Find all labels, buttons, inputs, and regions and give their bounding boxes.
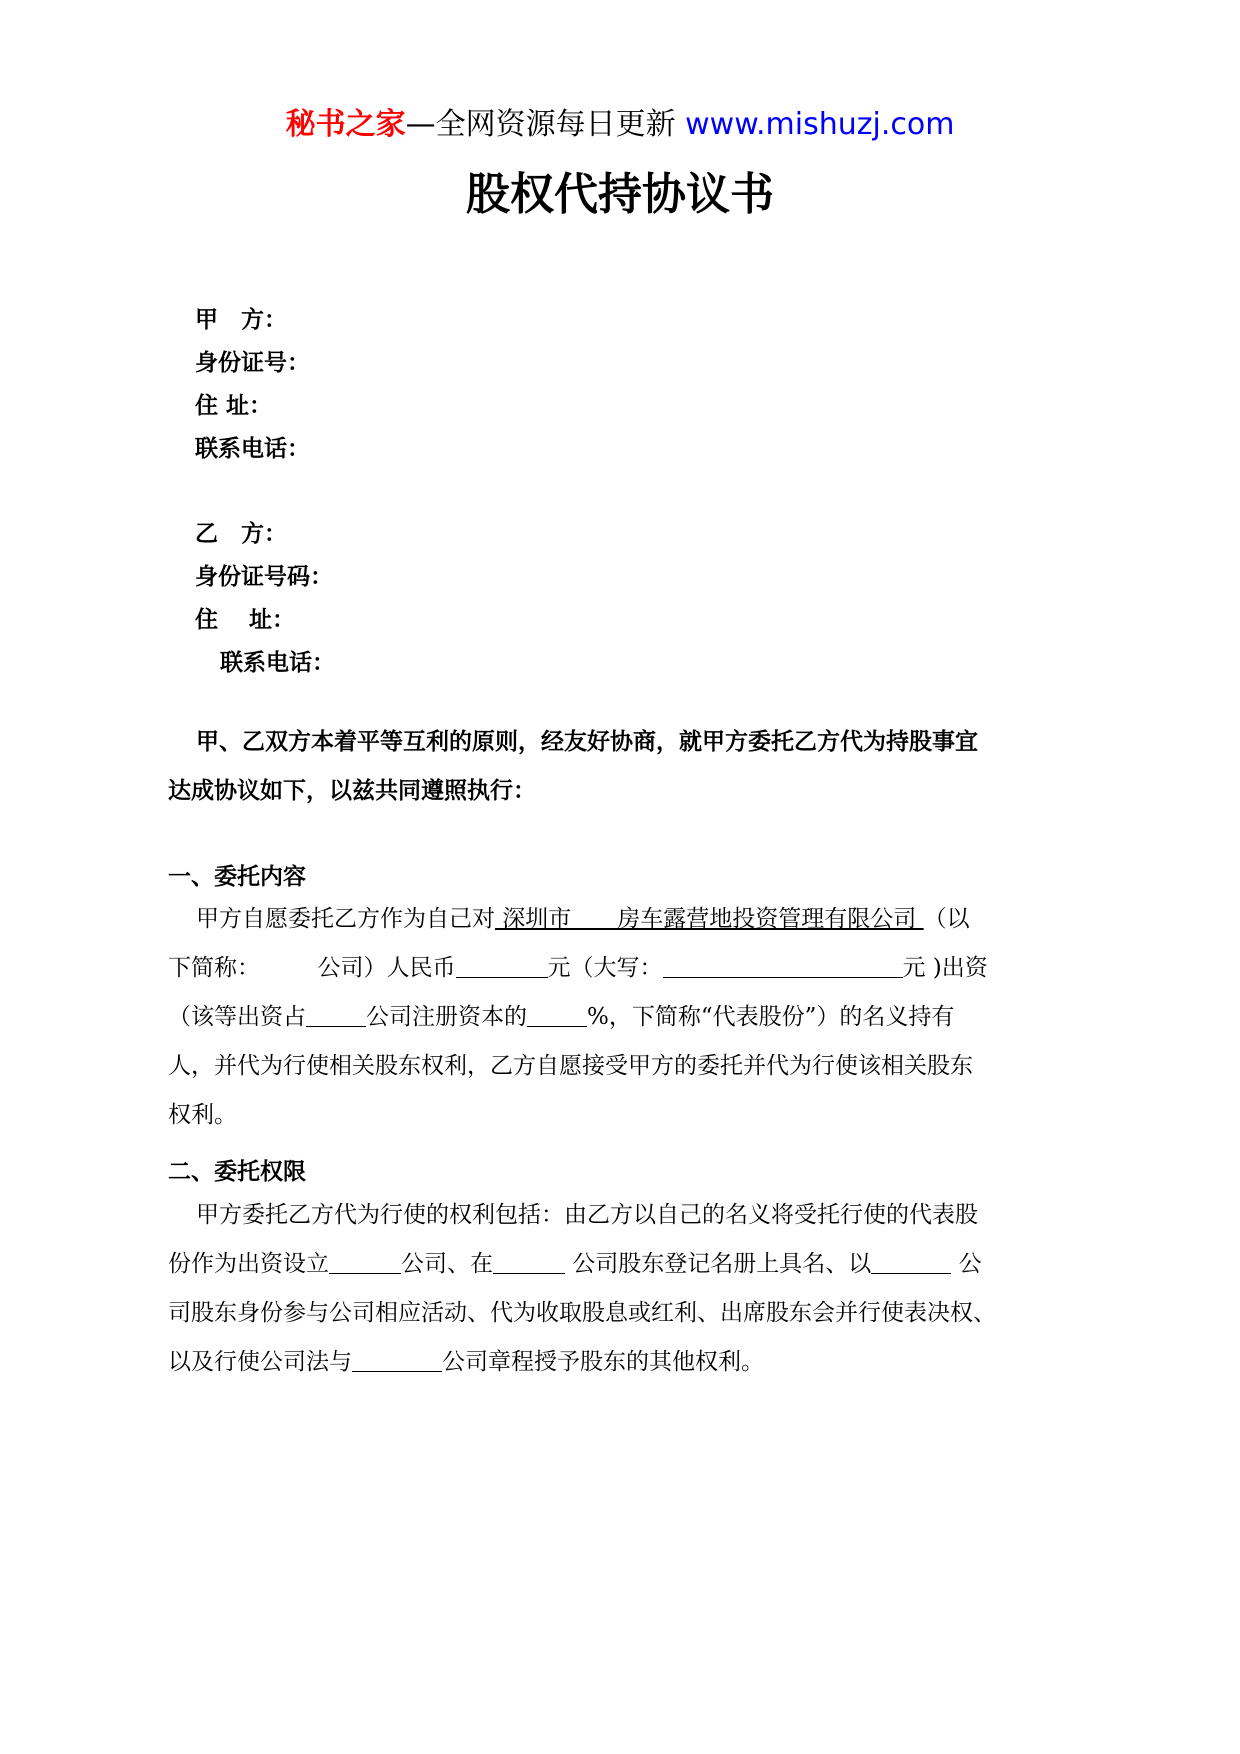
company-blank <box>329 1248 401 1274</box>
section-1-text: 元 )出资 <box>902 955 988 981</box>
percent-blank <box>527 1001 587 1027</box>
site-banner <box>0 100 1240 150</box>
amount-blank <box>456 952 548 978</box>
section-2-text: 以及行使公司法与 <box>168 1349 352 1375</box>
banner-brand: 秘书之家 <box>285 107 406 142</box>
section-2-text: 份作为出资设立 <box>168 1251 329 1277</box>
section-1-text: %，下简称“代表股份”）的名义持有 <box>587 1004 955 1030</box>
section-2-heading: 二、委托权限 <box>168 1159 306 1185</box>
party-b-name-label: 乙 方： <box>195 521 287 547</box>
section-1-heading: 一、委托内容 <box>168 864 306 890</box>
document-title: 股权代持协议书 <box>466 169 774 220</box>
company-blank <box>493 1248 565 1274</box>
section-2-line-4 <box>168 1338 1098 1387</box>
banner-url-link[interactable]: www.mishuzj.com <box>685 107 955 142</box>
company-blank <box>352 1346 442 1372</box>
amount-words-blank <box>663 952 903 978</box>
company-blank <box>306 1001 366 1027</box>
banner-slogan: —全网资源每日更新 <box>405 107 676 142</box>
section-2-line-1: 甲方委托乙方代为行使的权利包括：由乙方以自己的名义将受托行使的代表股 <box>196 1202 978 1228</box>
section-1-line-1 <box>168 895 1098 944</box>
section-2-text: 公司章程授予股东的其他权利。 <box>442 1349 764 1375</box>
section-1-line-2 <box>168 944 1098 993</box>
intro-line-2: 达成协议如下，以兹共同遵照执行： <box>168 778 536 804</box>
section-2-line-3: 司股东身份参与公司相应活动、代为收取股息或红利、出席股东会并行使表决权、 <box>168 1300 996 1326</box>
section-2-text: 公司股东登记名册上具名、以 <box>565 1251 872 1277</box>
section-1-text: 甲方自愿委托乙方作为自己对 <box>196 906 495 932</box>
party-b-id-label: 身份证号码： <box>195 564 333 590</box>
party-b-address-label: 住 址： <box>195 607 296 633</box>
section-2-body <box>168 1191 1098 1387</box>
party-a-phone-label: 联系电话： <box>195 436 310 462</box>
section-1-text: （以 <box>923 906 970 932</box>
party-a-address-label: 住 址： <box>195 393 273 419</box>
section-1-body <box>168 895 1098 1140</box>
section-2-text: 公 <box>951 1251 982 1277</box>
company-blank <box>871 1248 951 1274</box>
section-2-text: 公司、在 <box>401 1251 493 1277</box>
section-1-text: 下简称： 公司）人民币 <box>168 955 456 981</box>
section-1-text: 元（大写： <box>547 955 663 981</box>
intro-paragraph <box>168 718 1098 816</box>
company-name: 深圳市 房车露营地投资管理有限公司 <box>495 906 924 932</box>
party-a-name-label: 甲 方： <box>195 307 287 333</box>
section-1-line-5: 权利。 <box>168 1102 237 1128</box>
section-1-line-4: 人，并代为行使相关股东权利，乙方自愿接受甲方的委托并代为行使该相关股东 <box>168 1053 973 1079</box>
section-1-text: 公司注册资本的 <box>366 1004 527 1030</box>
party-b-phone-label: 联系电话： <box>220 650 335 676</box>
section-2-line-2 <box>168 1240 1098 1289</box>
party-a-id-label: 身份证号： <box>195 350 310 376</box>
section-1-line-3 <box>168 993 1098 1042</box>
section-1-text: （该等出资占 <box>168 1004 306 1030</box>
intro-line-1: 甲、乙双方本着平等互利的原则，经友好协商，就甲方委托乙方代为持股事宜 <box>196 729 978 755</box>
